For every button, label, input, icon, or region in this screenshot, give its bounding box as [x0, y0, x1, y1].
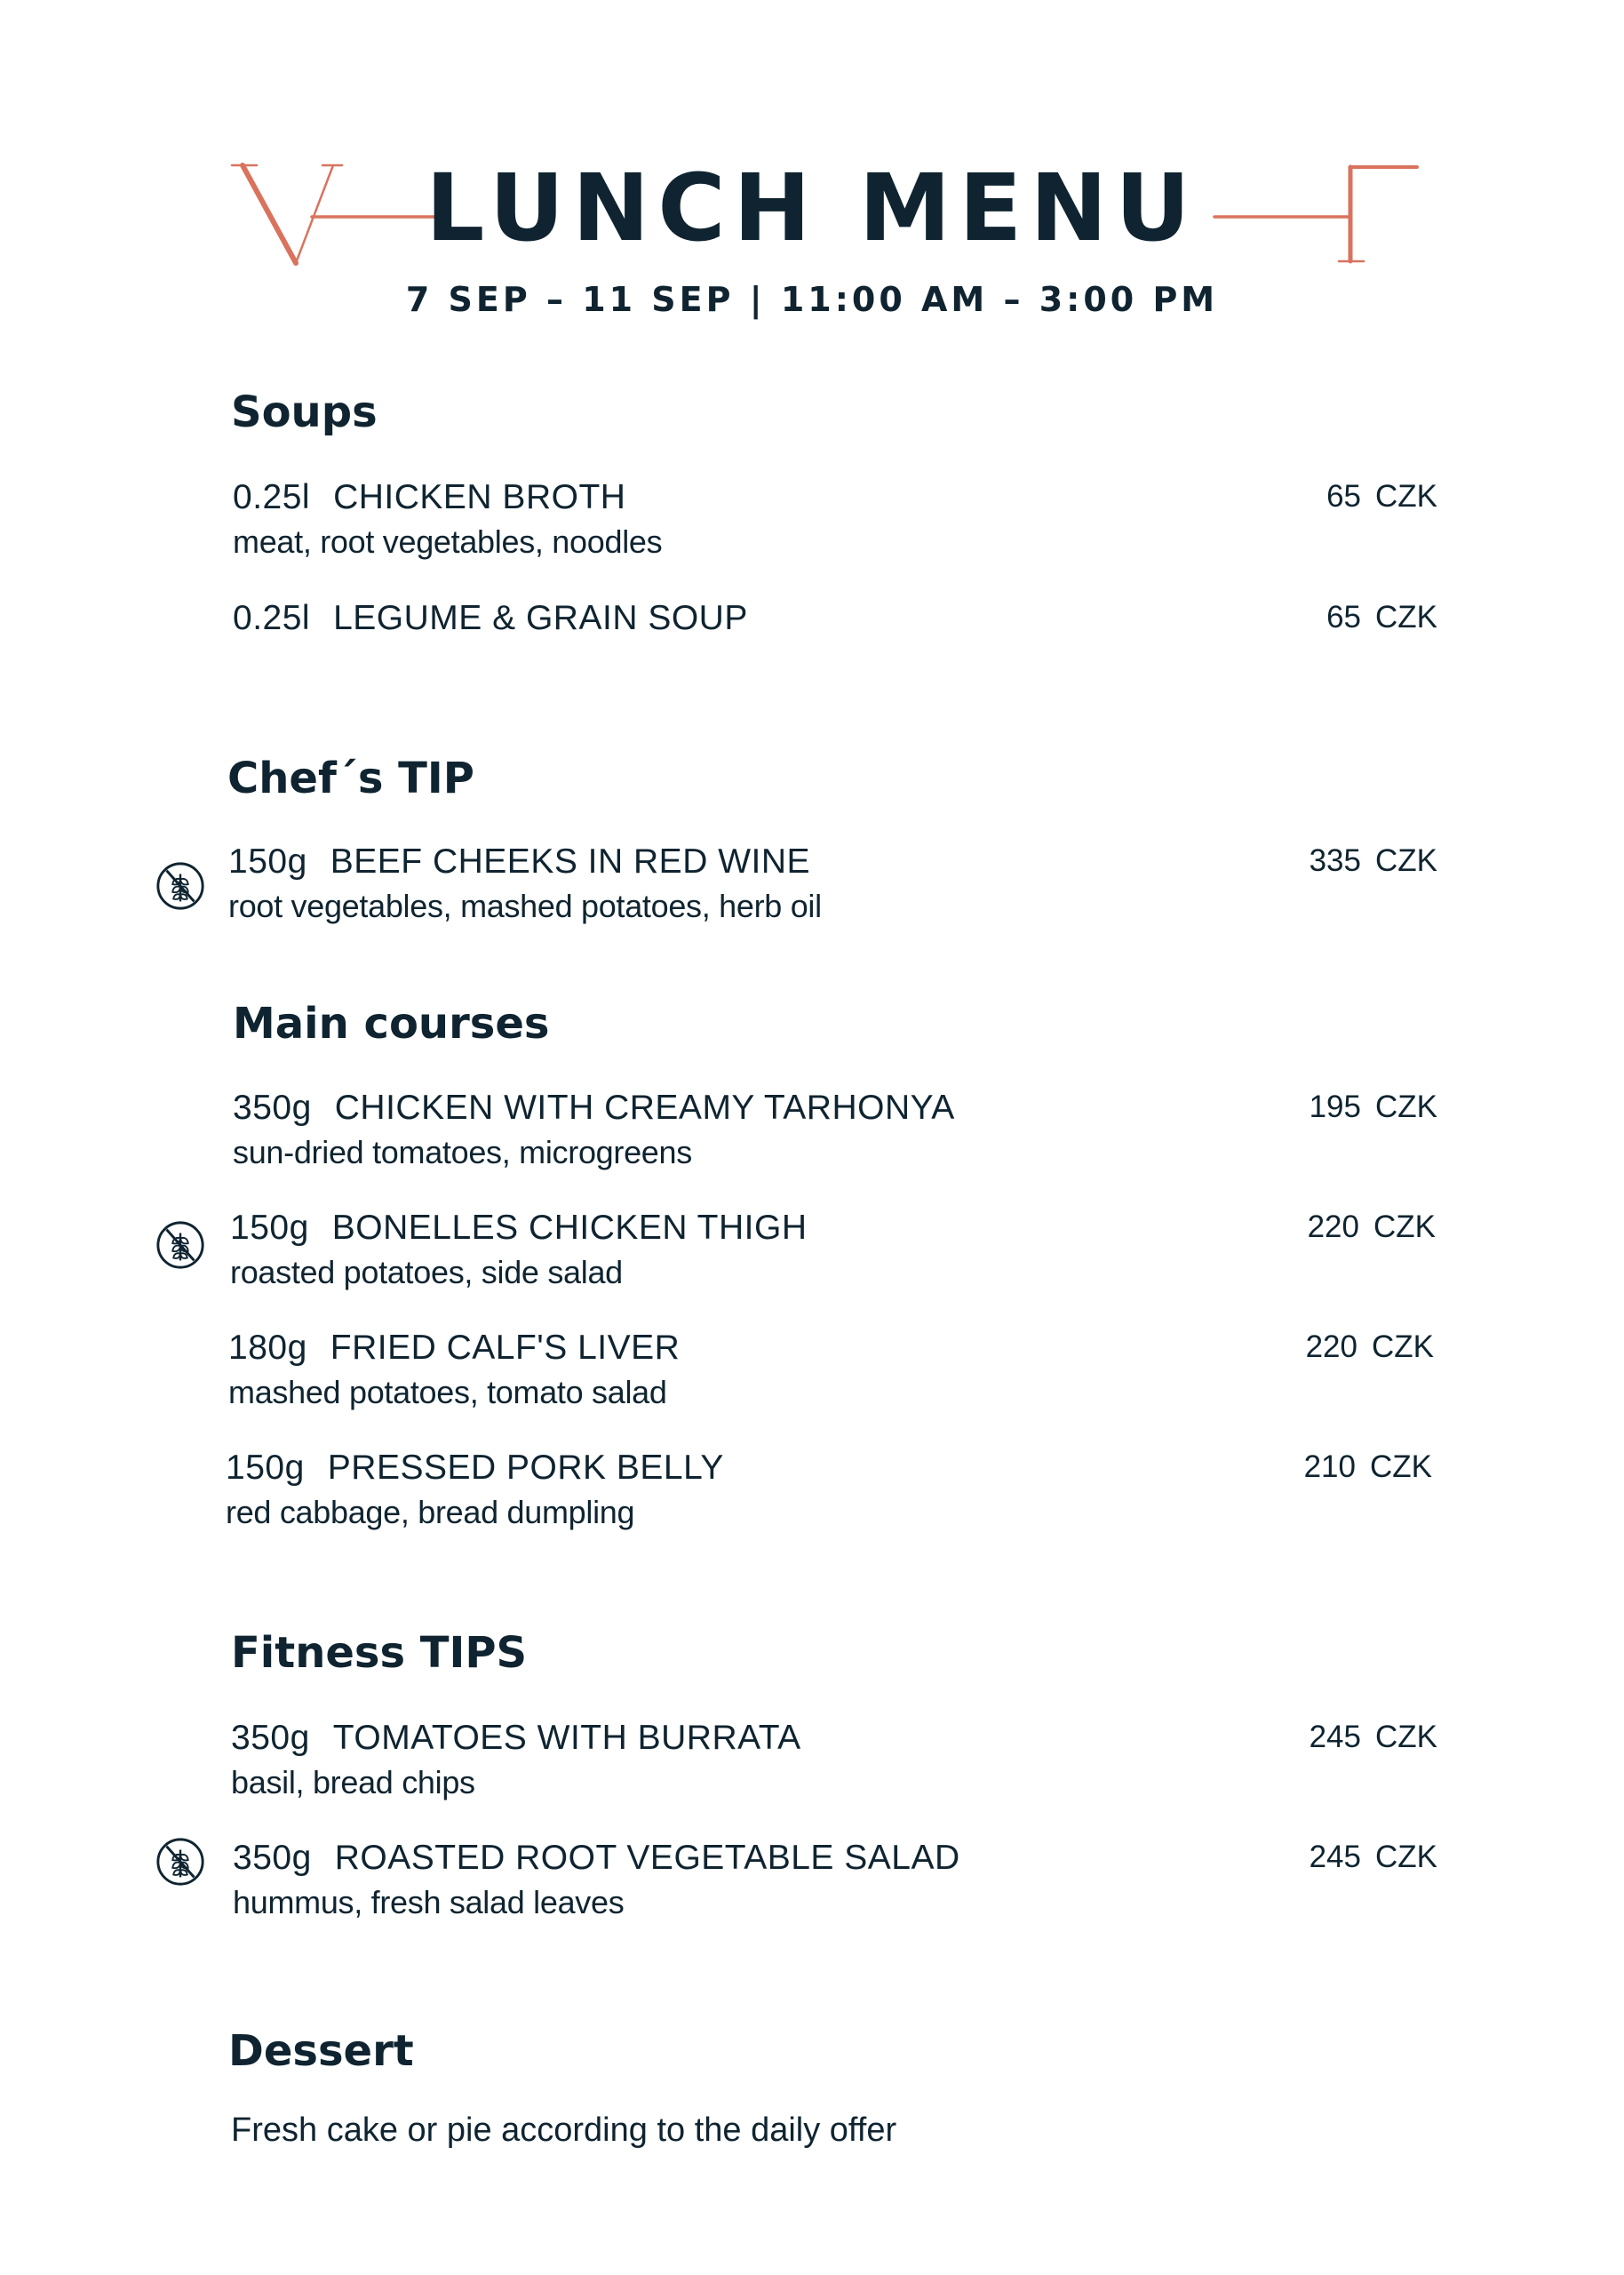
item-price [1206, 1841, 1437, 1872]
price-currency: CZK [1372, 1329, 1434, 1364]
item-price [1203, 1331, 1434, 1362]
item-quantity: 0.25l [233, 478, 311, 516]
section-title-dessert: Dessert [228, 2026, 414, 2076]
item-name: FRIED CALF'S LIVER [330, 1329, 681, 1367]
item-price [1206, 602, 1437, 633]
item-quantity: 150g [230, 1209, 309, 1247]
price-currency: CZK [1375, 479, 1437, 514]
item-price [1205, 1211, 1436, 1242]
item-price [1201, 1451, 1432, 1482]
item-price [1206, 481, 1437, 512]
price-currency: CZK [1375, 600, 1437, 635]
item-quantity: 350g [231, 1719, 310, 1757]
price-value: 245 [1309, 1720, 1361, 1754]
price-value: 245 [1309, 1840, 1361, 1874]
item-name: PRESSED PORK BELLY [327, 1449, 724, 1487]
price-currency: CZK [1375, 1720, 1437, 1754]
price-value: 65 [1326, 600, 1361, 635]
item-price [1206, 1091, 1437, 1122]
menu-item-legume-grain-soup [233, 601, 748, 635]
item-description: hummus, fresh salad leaves [233, 1884, 625, 1920]
item-quantity: 350g [233, 1089, 312, 1127]
menu-item-tomatoes-burrata [231, 1720, 801, 1755]
item-name: TOMATOES WITH BURRATA [332, 1719, 801, 1757]
item-price [1206, 845, 1437, 876]
item-quantity: 350g [233, 1839, 312, 1877]
price-value: 220 [1307, 1209, 1359, 1244]
item-description: red cabbage, bread dumpling [226, 1494, 635, 1530]
price-currency: CZK [1375, 1840, 1437, 1874]
item-quantity: 180g [228, 1329, 307, 1367]
menu-item-root-vegetable-salad [233, 1840, 960, 1875]
section-title-chefs-tip: Chef´s TIP [227, 754, 474, 803]
gluten-free-icon [155, 1836, 206, 1888]
menu-item-pork-belly [226, 1450, 724, 1485]
item-description: roasted potatoes, side salad [230, 1254, 623, 1290]
item-quantity: 150g [228, 842, 307, 881]
item-quantity: 150g [226, 1449, 305, 1487]
price-currency: CZK [1373, 1209, 1436, 1244]
menu-item-chicken-thigh [230, 1210, 808, 1245]
item-description: basil, bread chips [231, 1764, 475, 1800]
price-currency: CZK [1370, 1449, 1432, 1484]
price-value: 195 [1309, 1090, 1361, 1124]
price-value: 210 [1303, 1449, 1356, 1484]
price-value: 335 [1309, 843, 1361, 878]
page-title: LUNCH MENU [426, 154, 1198, 262]
item-description: meat, root vegetables, noodles [233, 523, 663, 560]
gluten-free-icon [155, 860, 206, 912]
menu-item-chicken-tarhonya [233, 1090, 955, 1125]
section-title-main-courses: Main courses [233, 999, 550, 1049]
item-name: ROASTED ROOT VEGETABLE SALAD [334, 1839, 960, 1877]
price-value: 220 [1305, 1329, 1357, 1364]
item-name: LEGUME & GRAIN SOUP [333, 599, 748, 637]
item-name: BONELLES CHICKEN THIGH [331, 1209, 808, 1247]
service-dates: 7 SEP – 11 SEP | 11:00 AM – 3:00 PM [405, 280, 1219, 319]
item-name: BEEF CHEEKS IN RED WINE [330, 842, 811, 881]
section-title-fitness-tips: Fitness TIPS [231, 1628, 528, 1678]
item-name: CHICKEN WITH CREAMY TARHONYA [334, 1089, 955, 1127]
menu-item-chicken-broth [233, 480, 625, 515]
menu-item-beef-cheeks [228, 844, 810, 879]
price-value: 65 [1326, 479, 1361, 514]
item-description: root vegetables, mashed potatoes, herb oil [228, 888, 822, 924]
item-description: mashed potatoes, tomato salad [228, 1374, 667, 1410]
item-description: sun-dried tomatoes, microgreens [233, 1134, 692, 1170]
gluten-free-icon [155, 1219, 206, 1271]
section-title-soups: Soups [231, 387, 378, 437]
item-price [1206, 1721, 1437, 1752]
item-quantity: 0.25l [233, 599, 311, 637]
menu-item-calfs-liver [228, 1330, 680, 1365]
item-name: CHICKEN BROTH [333, 478, 626, 516]
price-currency: CZK [1375, 1090, 1437, 1124]
price-currency: CZK [1375, 843, 1437, 878]
dessert-description: Fresh cake or pie according to the daily offer [231, 2111, 897, 2149]
